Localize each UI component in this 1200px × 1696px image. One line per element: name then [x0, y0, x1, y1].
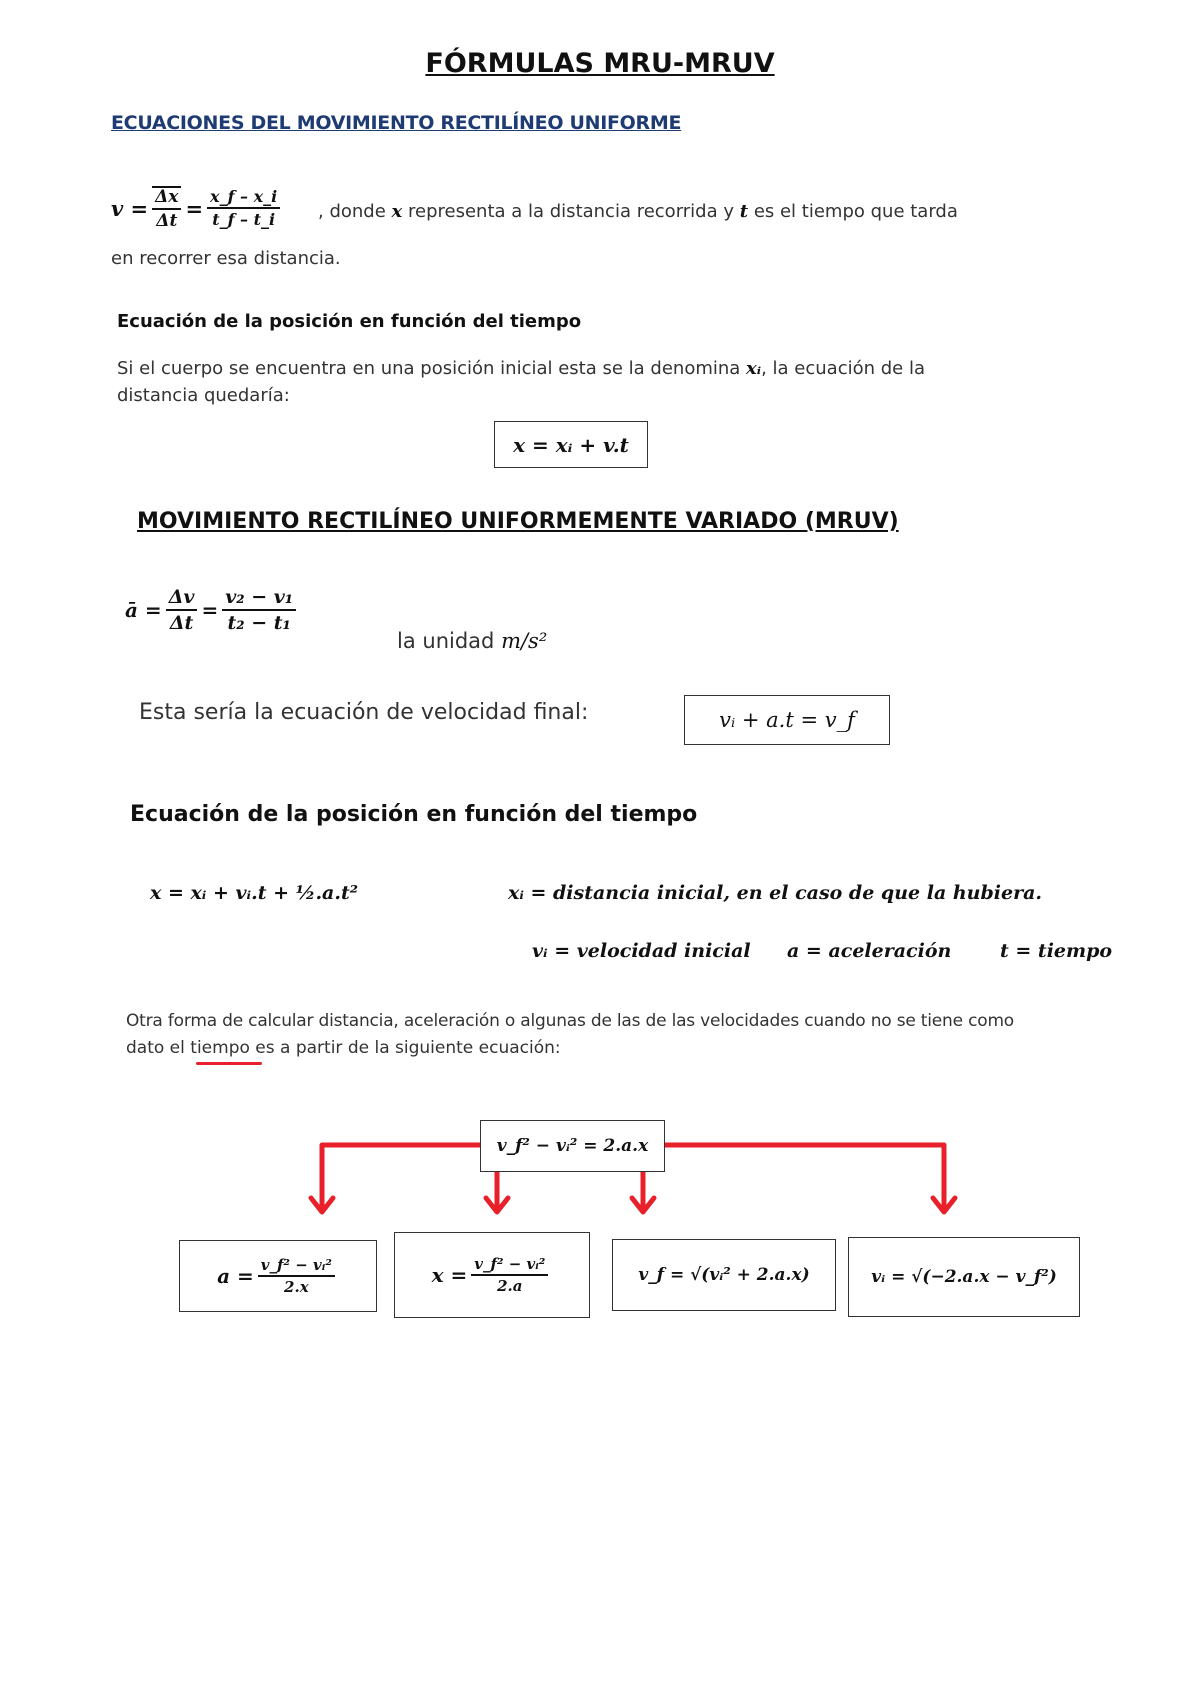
derived-box-a [179, 1240, 377, 1312]
frac-den: t_f – t_i [212, 209, 276, 229]
derived-box-vi [848, 1237, 1080, 1317]
frac-den: 2.x [284, 1277, 309, 1296]
velocity-var-x: x [391, 201, 403, 222]
velocity-text-1: , donde [318, 201, 386, 222]
frac-num: Δv [166, 587, 198, 611]
other-text-2b: tiempo [190, 1038, 250, 1058]
unit-text: la unidad [397, 629, 495, 653]
arrow-left-path [322, 1145, 480, 1210]
frac-den: Δt [156, 210, 178, 231]
mru-position-heading: Ecuación de la posición en función del tiempo [117, 311, 582, 332]
derived-box-vf [612, 1239, 836, 1311]
mru-position-text-line2: distancia quedaría: [117, 385, 290, 406]
derived-box-x [394, 1232, 590, 1318]
position-text-2: , la ecuación de la [761, 358, 925, 379]
derived-vi: vᵢ = √(−2.a.x − v_f²) [871, 1267, 1057, 1287]
velocity-text-2: representa a la distancia recorrida y [408, 201, 735, 222]
accel-eq: = [201, 598, 219, 623]
frac-num: Δx [152, 186, 181, 210]
position-var: xᵢ [746, 358, 762, 379]
main-formula-box [480, 1120, 665, 1172]
main-formula: v_f² − vᵢ² = 2.a.x [496, 1136, 649, 1156]
legend-xi: xᵢ = distancia inicial, en el caso de que la hubiera. [508, 882, 1043, 904]
derived-lhs: a = [217, 1264, 254, 1288]
mru-position-formula: x = xᵢ + v.t [513, 432, 629, 457]
mruv-position-formula: x = xᵢ + vᵢ.t + ½.a.t² [150, 882, 359, 904]
legend-a: a = aceleración [787, 940, 952, 962]
final-velocity-text: Esta sería la ecuación de velocidad final: [139, 700, 589, 725]
mruv-position-heading: Ecuación de la posición en función del tiempo [130, 802, 698, 827]
unit-value: m/s² [501, 629, 548, 653]
position-text-1: Si el cuerpo se encuentra en una posición inicial esta se la denomina [117, 358, 741, 379]
frac-num: v_f² − vᵢ² [258, 1257, 335, 1277]
final-velocity-formula: vᵢ + a.t = v_f [719, 708, 855, 732]
derived-lhs: x = [431, 1263, 468, 1287]
page-title: FÓRMULAS MRU-MRUV [425, 48, 775, 79]
other-text-2a: dato el [126, 1038, 185, 1058]
other-text-line1: Otra forma de calcular distancia, aceleración o algunas de las de las velocidades cuando no se tiene como [126, 1011, 1015, 1031]
frac-den: 2.a [497, 1276, 523, 1295]
velocity-description-line2: en recorrer esa distancia. [111, 248, 341, 269]
legend-t: t = tiempo [1000, 940, 1113, 962]
frac-num: x_f – x_i [207, 188, 280, 209]
velocity-text-3: es el tiempo que tarda [753, 201, 958, 222]
mruv-heading: MOVIMIENTO RECTILÍNEO UNIFORMEMENTE VARIADO (MRUV) [137, 509, 899, 534]
legend-vi: vᵢ = velocidad inicial [532, 940, 751, 962]
derived-frac [258, 1257, 335, 1295]
velocity-lhs: v = [111, 195, 149, 221]
arrow-right-path [663, 1145, 944, 1210]
frac-den: Δt [169, 611, 194, 634]
frac-num: v₂ − v₁ [222, 587, 296, 611]
derived-vf: v_f = √(vᵢ² + 2.a.x) [638, 1265, 810, 1285]
derived-frac [471, 1256, 548, 1294]
other-text-2c: es a partir de la siguiente ecuación: [255, 1038, 561, 1058]
accel-lhs: ā = [125, 598, 162, 623]
velocity-eq: = [185, 195, 204, 221]
frac-den: t₂ − t₁ [227, 611, 291, 634]
frac-num: v_f² − vᵢ² [471, 1256, 548, 1276]
velocity-var-t: t [739, 201, 749, 222]
mru-heading: ECUACIONES DEL MOVIMIENTO RECTILÍNEO UNIFORME [111, 112, 682, 134]
